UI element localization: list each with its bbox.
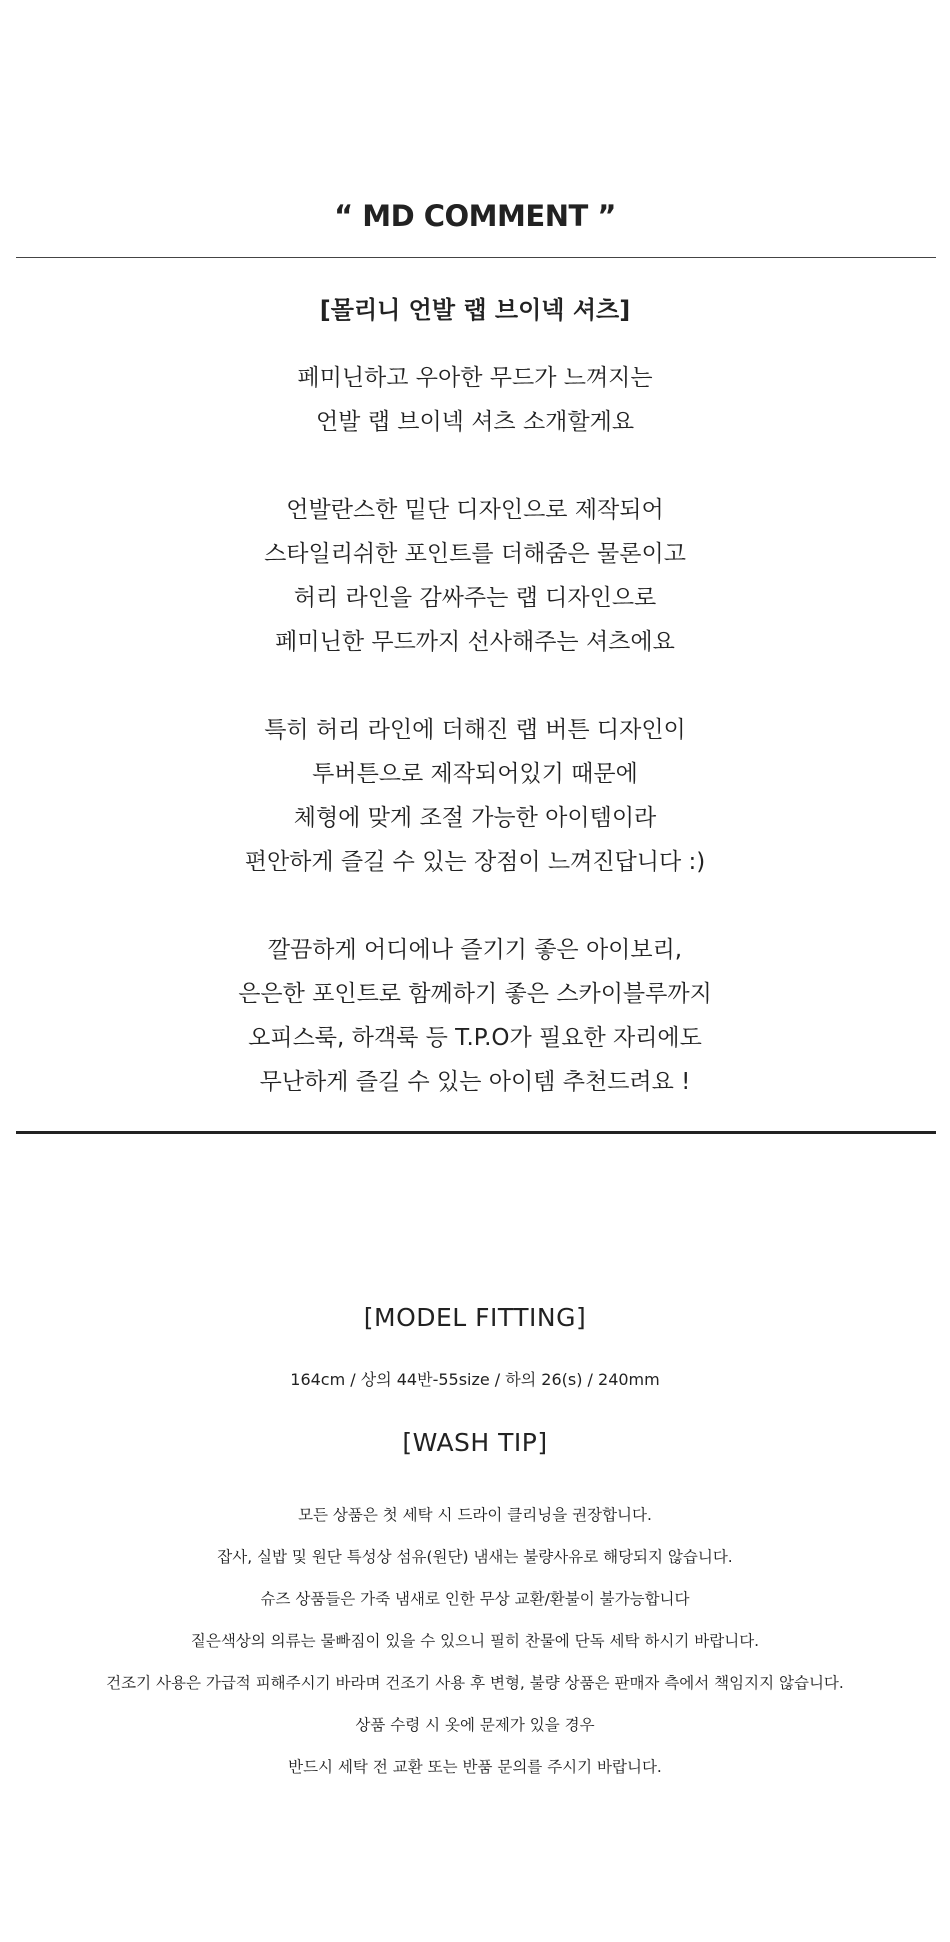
wash-tip-line: 반드시 세탁 전 교환 또는 반품 문의를 주시기 바랍니다.	[288, 1758, 662, 1776]
wash-tip-line: 잡사, 실밥 및 원단 특성상 섬유(원단) 냄새는 불량사유로 해당되지 않습니다.	[217, 1548, 733, 1566]
comment-line: 페미닌한 무드까지 선사해주는 셔츠에요	[275, 629, 675, 655]
wash-tip-line: 상품 수령 시 옷에 문제가 있을 경우	[355, 1716, 595, 1734]
comment-line: 언발 랩 브이넥 셔츠 소개할게요	[315, 409, 635, 435]
comment-line: 오피스룩, 하객룩 등 T.P.O가 필요한 자리에도	[248, 1025, 702, 1051]
divider-bottom	[16, 1131, 936, 1134]
md-comment-title: “ MD COMMENT ”	[334, 199, 616, 233]
model-fitting-title: [MODEL FITTING]	[363, 1303, 587, 1332]
comment-line: 편안하게 즐길 수 있는 장점이 느껴진답니다 :)	[244, 849, 706, 875]
wash-tip-line: 건조기 사용은 가급적 피해주시기 바라며 건조기 사용 후 변형, 불량 상품은 판매자 측에서 책임지지 않습니다.	[106, 1674, 844, 1692]
comment-paragraph	[0, 928, 950, 1104]
wash-tip-list	[0, 1494, 950, 1788]
comment-line: 무난하게 즐길 수 있는 아이템 추천드려요 !	[259, 1069, 691, 1095]
comment-line: 은은한 포인트로 함께하기 좋은 스카이블루까지	[238, 981, 712, 1007]
divider-top	[16, 257, 936, 258]
comment-paragraph	[0, 708, 950, 884]
comment-line: 체형에 맞게 조절 가능한 아이템이라	[293, 805, 657, 831]
comment-line: 깔끔하게 어디에나 즐기기 좋은 아이보리,	[267, 937, 683, 963]
comment-line: 페미닌하고 우아한 무드가 느껴지는	[297, 365, 653, 391]
comment-line: 투버튼으로 제작되어있기 때문에	[312, 761, 638, 787]
wash-tip-line: 모든 상품은 첫 세탁 시 드라이 클리닝을 권장합니다.	[298, 1506, 652, 1524]
comment-line: 허리 라인을 감싸주는 랩 디자인으로	[293, 585, 657, 611]
wash-tip-line: 짙은색상의 의류는 물빠짐이 있을 수 있으니 필히 찬물에 단독 세탁 하시기 바랍니다.	[190, 1632, 760, 1650]
md-comment-body	[0, 356, 950, 1148]
wash-tip-line: 슈즈 상품들은 가죽 냄새로 인한 무상 교환/환불이 불가능합니다	[260, 1590, 690, 1608]
product-name: [몰리니 언발 랩 브이넥 셔츠]	[319, 296, 631, 324]
comment-paragraph	[0, 356, 950, 444]
wash-tip-title: [WASH TIP]	[402, 1428, 548, 1457]
model-fitting-info: 164cm / 상의 44반-55size / 하의 26(s) / 240mm	[290, 1370, 660, 1389]
comment-line: 스타일리쉬한 포인트를 더해줌은 물론이고	[264, 541, 686, 567]
comment-line: 언발란스한 밑단 디자인으로 제작되어	[286, 497, 664, 523]
comment-line: 특히 허리 라인에 더해진 랩 버튼 디자인이	[264, 717, 686, 743]
comment-paragraph	[0, 488, 950, 664]
